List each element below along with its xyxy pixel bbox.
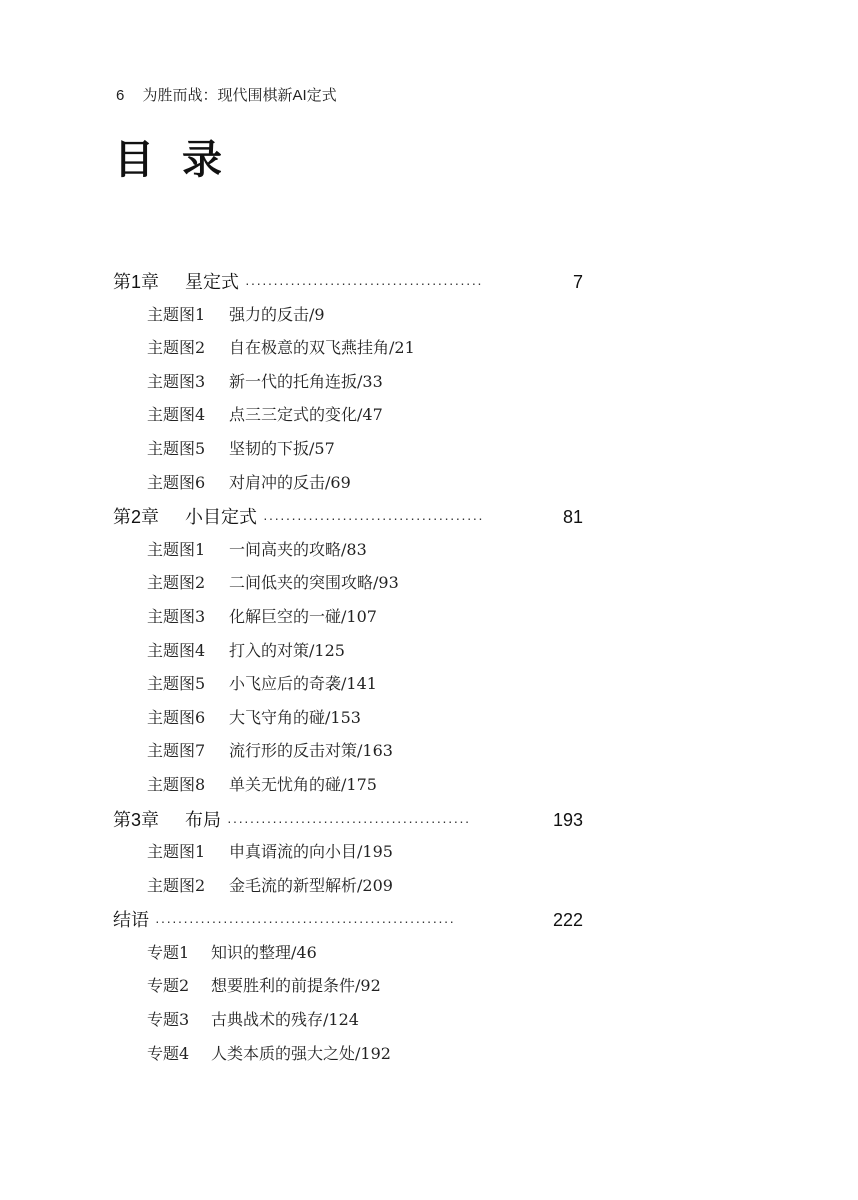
- chapter-page: 7: [572, 272, 583, 292]
- entry-title: 一间高夹的攻略/83: [229, 539, 367, 559]
- toc-closing[interactable]: [113, 906, 583, 940]
- toc-entry[interactable]: [113, 772, 583, 806]
- book-title: 为胜而战：现代围棋新AI定式: [142, 87, 337, 104]
- topic-label: 专题2: [147, 976, 190, 996]
- chapter-number: 第3章: [113, 809, 160, 830]
- topic-label: 专题3: [147, 1010, 190, 1030]
- chapter-page: 81: [562, 507, 583, 528]
- entry-title: 小飞应后的奇袭/141: [229, 674, 377, 694]
- entry-label: 主题图5: [147, 674, 206, 694]
- toc-entry[interactable]: [113, 705, 583, 739]
- toc-topic[interactable]: [113, 940, 583, 974]
- entry-label: 主题图6: [147, 707, 206, 727]
- entry-label: 主题图2: [147, 875, 206, 895]
- entry-title: 单关无忧角的碰/175: [229, 774, 377, 794]
- entry-title: 自在极意的双飞燕挂角/21: [229, 338, 415, 358]
- toc-entry[interactable]: [113, 537, 583, 571]
- dot-leader: ·······································: [263, 510, 484, 527]
- toc-entry[interactable]: [113, 302, 583, 336]
- entry-label: 主题图1: [147, 304, 206, 324]
- chapter-title: 星定式: [185, 272, 239, 292]
- toc-entry[interactable]: [113, 671, 583, 705]
- entry-title: 申真谞流的向小目/195: [229, 842, 393, 862]
- toc-entry[interactable]: [113, 369, 583, 403]
- page-number: 6: [116, 87, 125, 104]
- toc-topic[interactable]: [113, 1007, 583, 1041]
- toc-topic[interactable]: [113, 1041, 583, 1075]
- dot-leader: ···········································: [227, 812, 471, 829]
- entry-label: 主题图4: [147, 640, 206, 660]
- topic-label: 专题4: [147, 1043, 190, 1063]
- dot-leader: ·····················································: [155, 913, 456, 930]
- closing-title: 结语: [113, 910, 149, 931]
- entry-title: 点三三定式的变化/47: [229, 405, 383, 425]
- toc-chapter-1[interactable]: [113, 268, 583, 302]
- chapter-number: 第1章: [113, 272, 160, 292]
- entry-label: 主题图2: [147, 338, 206, 358]
- entry-label: 主题图7: [147, 741, 206, 761]
- topic-title: 人类本质的强大之处/192: [211, 1043, 391, 1063]
- entry-label: 主题图1: [147, 539, 206, 559]
- running-header: [116, 84, 337, 105]
- entry-label: 主题图3: [147, 606, 206, 626]
- closing-page: 222: [552, 910, 583, 931]
- entry-label: 主题图1: [147, 842, 206, 862]
- toc-entry[interactable]: [113, 335, 583, 369]
- entry-title: 坚韧的下扳/57: [229, 438, 335, 458]
- chapter-title: 布局: [185, 809, 221, 830]
- table-of-contents: [113, 268, 583, 1074]
- entry-label: 主题图8: [147, 774, 206, 794]
- toc-entry[interactable]: [113, 873, 583, 907]
- entry-label: 主题图3: [147, 371, 206, 391]
- entry-title: 金毛流的新型解析/209: [229, 875, 393, 895]
- toc-entry[interactable]: [113, 638, 583, 672]
- topic-title: 古典战术的残存/124: [211, 1010, 359, 1030]
- chapter-page: 193: [552, 809, 583, 830]
- toc-topic[interactable]: [113, 973, 583, 1007]
- chapter-number: 第2章: [113, 507, 160, 528]
- entry-title: 化解巨空的一碰/107: [229, 606, 377, 626]
- toc-entry[interactable]: [113, 604, 583, 638]
- toc-entry[interactable]: [113, 738, 583, 772]
- topic-label: 专题1: [147, 942, 190, 962]
- entry-title: 二间低夹的突围攻略/93: [229, 573, 399, 593]
- toc-chapter-2[interactable]: [113, 503, 583, 537]
- entry-title: 流行形的反击对策/163: [229, 741, 393, 761]
- dot-leader: ··········································: [245, 275, 483, 291]
- entry-label: 主题图4: [147, 405, 206, 425]
- toc-chapter-3[interactable]: [113, 806, 583, 840]
- entry-label: 主题图2: [147, 573, 206, 593]
- entry-title: 打入的对策/125: [229, 640, 345, 660]
- topic-title: 知识的整理/46: [211, 942, 317, 962]
- entry-title: 强力的反击/9: [229, 304, 325, 324]
- entry-title: 大飞守角的碰/153: [229, 707, 361, 727]
- toc-entry[interactable]: [113, 470, 583, 504]
- toc-entry[interactable]: [113, 839, 583, 873]
- entry-label: 主题图5: [147, 438, 206, 458]
- toc-entry[interactable]: [113, 402, 583, 436]
- chapter-title: 小目定式: [185, 507, 257, 528]
- entry-title: 新一代的托角连扳/33: [229, 371, 383, 391]
- toc-entry[interactable]: [113, 570, 583, 604]
- topic-title: 想要胜利的前提条件/92: [211, 976, 381, 996]
- page-title: 目录: [114, 137, 250, 183]
- toc-entry[interactable]: [113, 436, 583, 470]
- entry-title: 对肩冲的反击/69: [229, 472, 351, 492]
- entry-label: 主题图6: [147, 472, 206, 492]
